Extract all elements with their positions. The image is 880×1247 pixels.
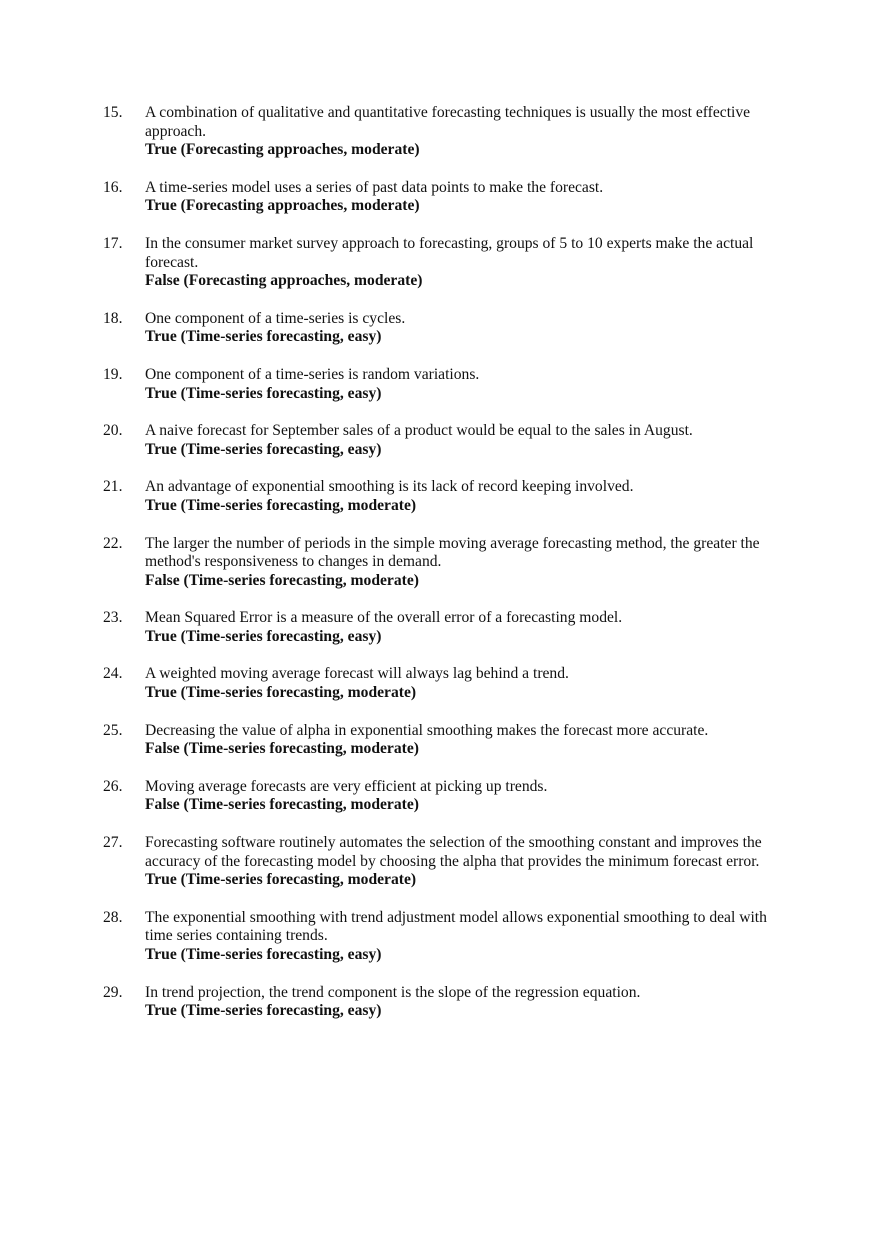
question-body [145,665,783,702]
question-number: 17. [103,234,123,252]
question-body [145,722,783,759]
question-list [103,104,783,1040]
question-item [103,104,783,160]
question-answer: False (Time-series forecasting, moderate) [145,796,419,814]
question-text: One component of a time-series is cycles. [145,309,406,327]
question-answer: True (Time-series forecasting, easy) [145,1002,382,1020]
question-text: A time-series model uses a series of past data points to make the forecast. [145,178,604,196]
question-item [103,909,783,965]
question-number: 22. [103,534,123,552]
question-body [145,535,783,591]
question-text: A weighted moving average forecast will always lag behind a trend. [145,665,569,683]
question-answer: True (Time-series forecasting, easy) [145,328,382,346]
question-body [145,984,783,1021]
question-answer: True (Time-series forecasting, easy) [145,440,382,458]
question-body [145,609,783,646]
question-answer: True (Forecasting approaches, moderate) [145,141,420,159]
question-body [145,104,783,160]
question-number: 28. [103,908,123,926]
question-item [103,422,783,459]
question-number: 25. [103,721,123,739]
question-number: 26. [103,777,123,795]
question-answer: True (Time-series forecasting, moderate) [145,684,417,702]
question-body [145,235,783,291]
question-item [103,609,783,646]
question-text: In trend projection, the trend component is the slope of the regression equation. [145,983,641,1001]
question-number: 18. [103,309,123,327]
question-text: A naive forecast for September sales of a product would be equal to the sales in August. [145,422,693,440]
question-item [103,834,783,890]
question-number: 29. [103,983,123,1001]
question-item [103,478,783,515]
question-item [103,235,783,291]
question-answer: True (Time-series forecasting, easy) [145,384,382,402]
question-text: One component of a time-series is random variations. [145,365,480,383]
question-answer: False (Time-series forecasting, moderate) [145,571,419,589]
question-text: In the consumer market survey approach to forecasting, groups of 5 to 10 experts make the actual forecast. [145,234,754,271]
question-item [103,984,783,1021]
question-body [145,179,783,216]
question-answer: True (Forecasting approaches, moderate) [145,197,420,215]
question-item [103,179,783,216]
question-body [145,310,783,347]
question-body [145,778,783,815]
question-answer: True (Time-series forecasting, easy) [145,946,382,963]
question-number: 23. [103,609,123,627]
question-answer: True (Time-series forecasting, moderate) [145,871,417,889]
question-answer: False (Time-series forecasting, moderate) [145,740,419,758]
question-text: An advantage of exponential smoothing is its lack of record keeping involved. [145,478,634,496]
question-number: 16. [103,178,123,196]
question-text: The exponential smoothing with trend adjustment model allows exponential smoothing to deal with time series containing trends. [145,908,767,945]
question-body [145,478,783,515]
question-number: 15. [103,104,123,121]
question-body [145,834,783,890]
question-number: 20. [103,422,123,440]
question-item [103,535,783,591]
question-item [103,310,783,347]
question-text: Moving average forecasts are very efficient at picking up trends. [145,777,548,795]
question-text: The larger the number of periods in the simple moving average forecasting method, the greater the method's responsiveness to changes in demand. [145,534,760,571]
question-number: 24. [103,665,123,683]
question-number: 27. [103,834,123,852]
question-body [145,422,783,459]
question-answer: True (Time-series forecasting, moderate) [145,496,417,514]
question-text: Decreasing the value of alpha in exponential smoothing makes the forecast more accurate. [145,721,709,739]
question-body [145,909,783,965]
question-text: A combination of qualitative and quantitative forecasting techniques is usually the most effective approach. [145,104,751,140]
question-item [103,366,783,403]
question-number: 19. [103,365,123,383]
question-body [145,366,783,403]
question-text: Mean Squared Error is a measure of the overall error of a forecasting model. [145,609,623,627]
question-item [103,722,783,759]
question-answer: False (Forecasting approaches, moderate) [145,272,423,290]
question-text: Forecasting software routinely automates the selection of the smoothing constant and improves the accuracy of the forecasting model by choosing the alpha that provides the minimum forecast error. [145,834,762,870]
question-item [103,778,783,815]
question-answer: True (Time-series forecasting, easy) [145,627,382,645]
question-number: 21. [103,478,123,496]
question-item [103,665,783,702]
